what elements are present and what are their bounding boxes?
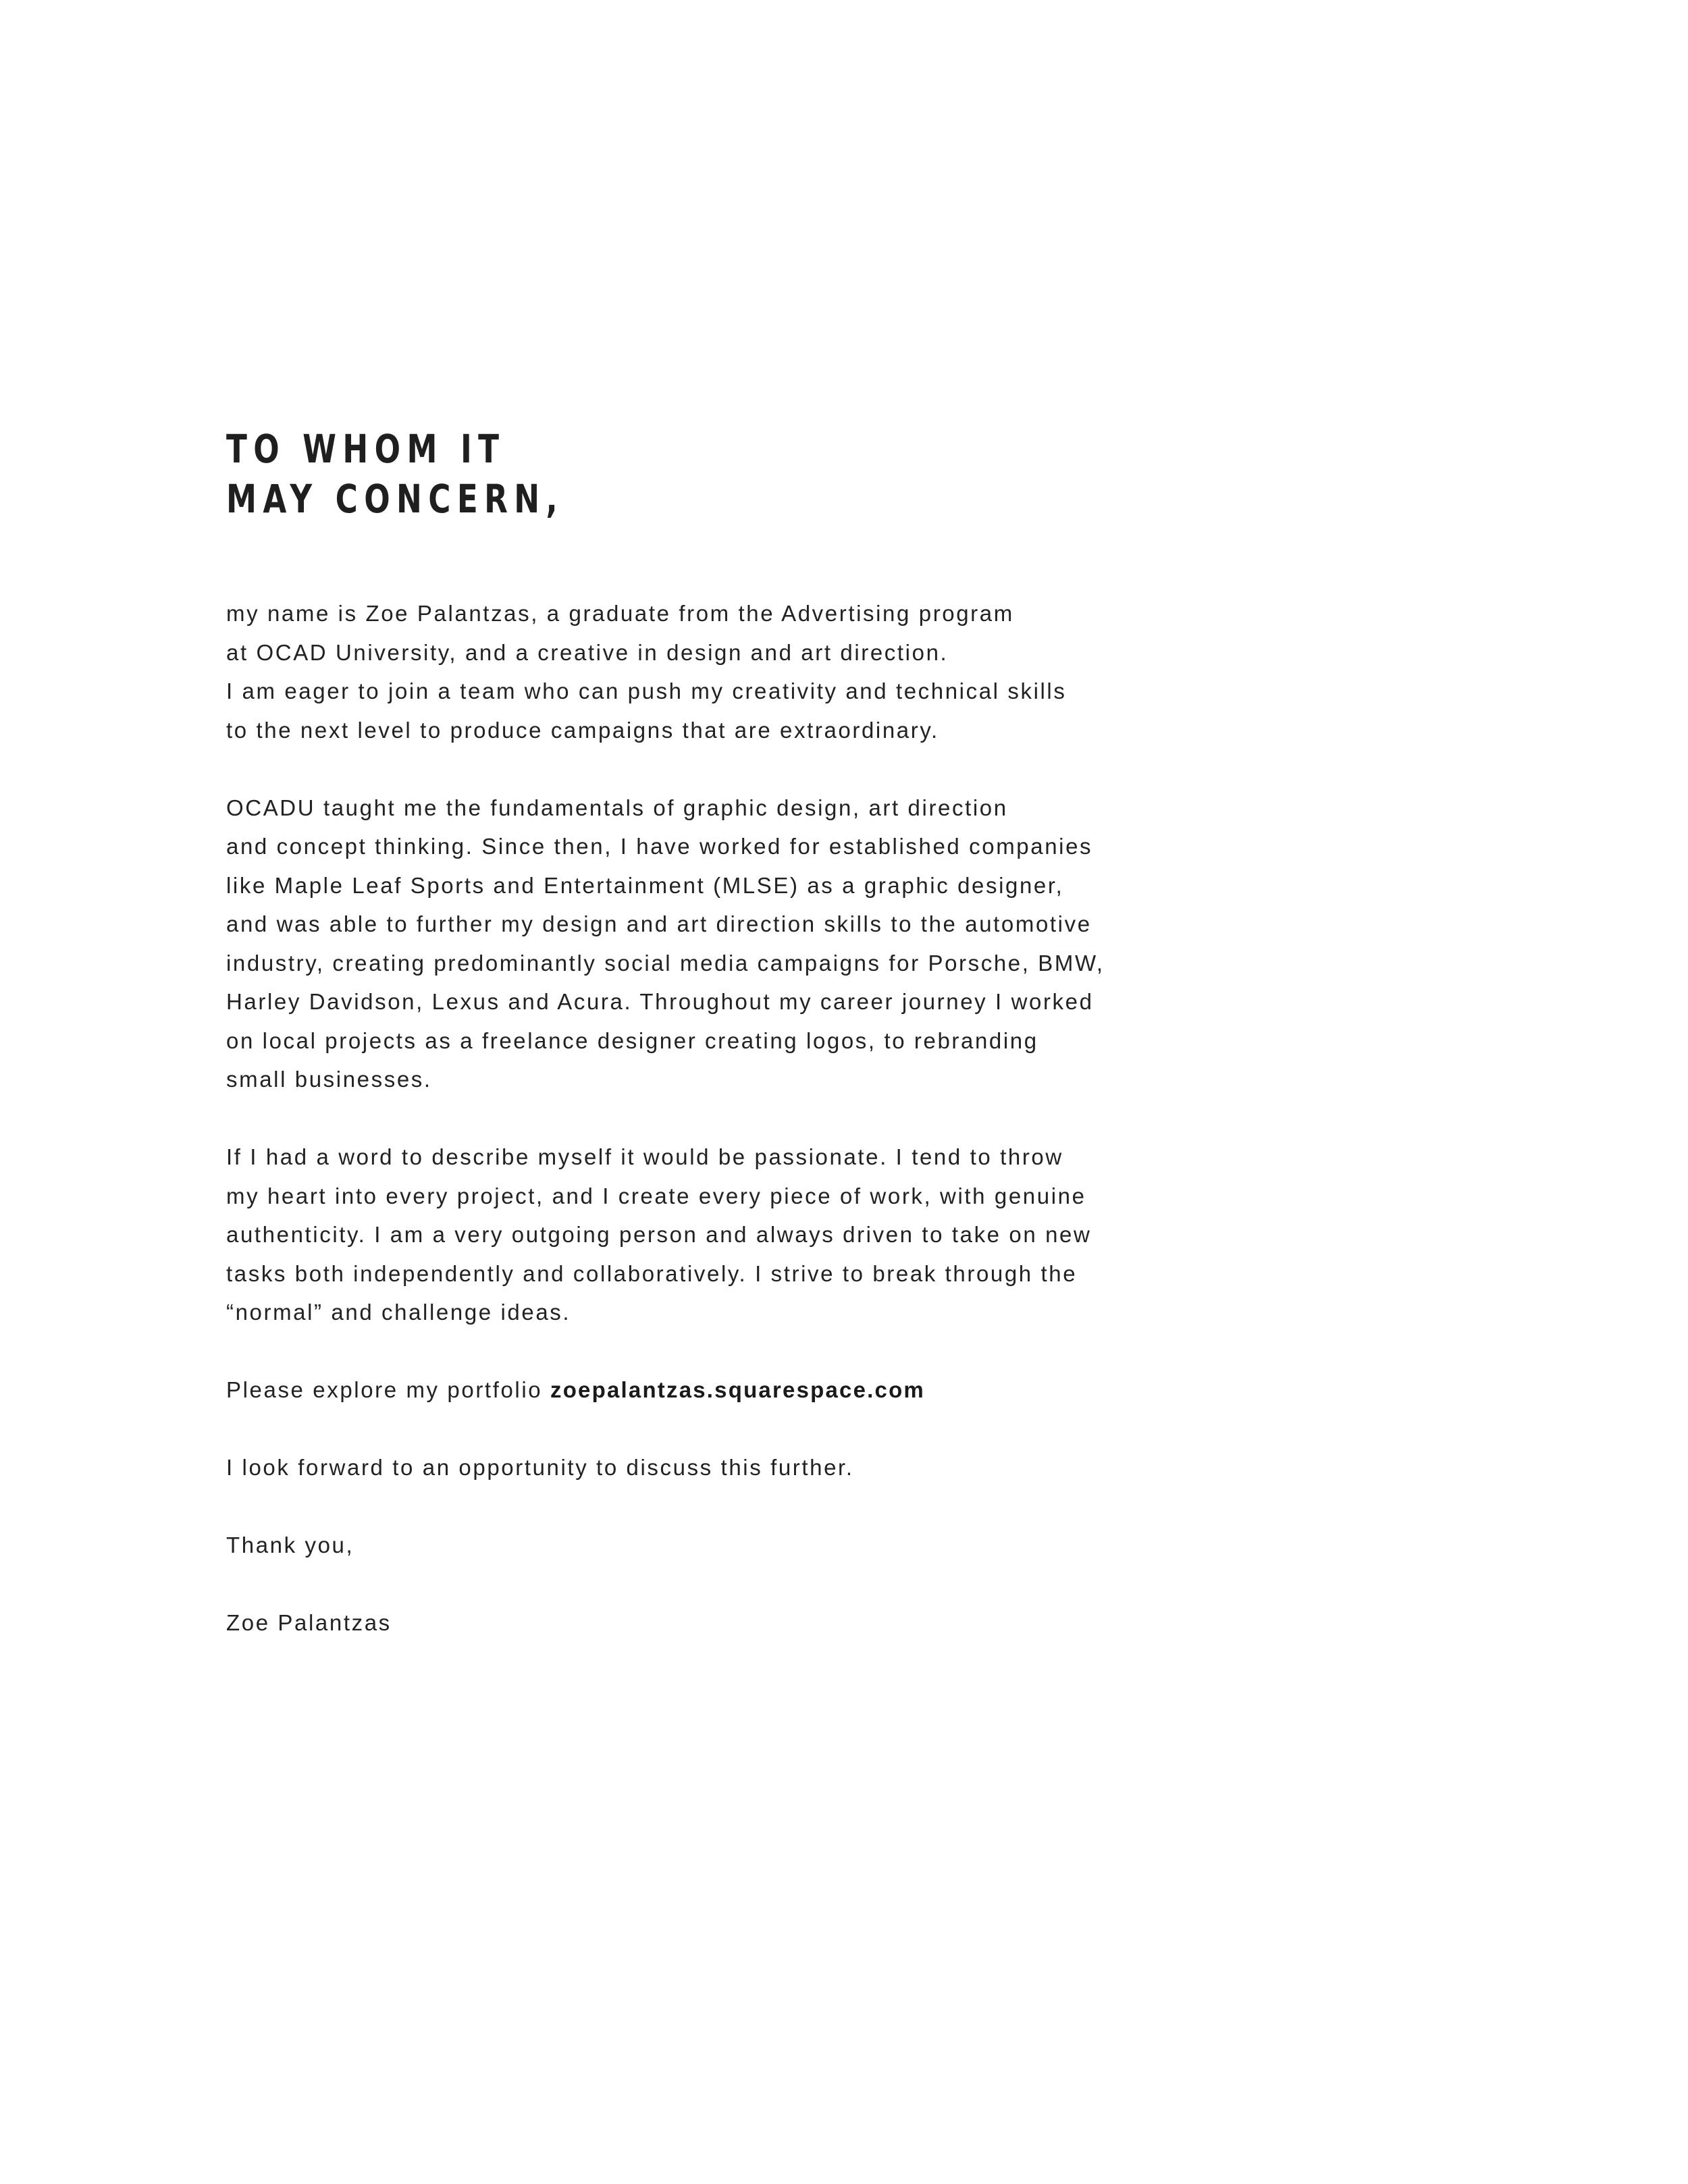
heading-line-2: MAY CONCERN, [226, 476, 564, 522]
closing-line: I look forward to an opportunity to discuss this further. [226, 1455, 854, 1480]
paragraph-line: tasks both independently and collaboratively. I strive to break through the [226, 1260, 1078, 1286]
paragraph-closing [226, 1448, 1205, 1487]
paragraph-line: my name is Zoe Palantzas, a graduate from the Advertising program [226, 601, 1014, 626]
paragraph-line: and concept thinking. Since then, I have worked for established companies [226, 834, 1093, 859]
paragraph-line: If I had a word to describe myself it would be passionate. I tend to throw [226, 1144, 1063, 1169]
portfolio-text: Please explore my portfolio [226, 1377, 550, 1402]
paragraph-portfolio [226, 1370, 1205, 1410]
paragraph-line: industry, creating predominantly social media campaigns for Porsche, BMW, [226, 950, 1105, 976]
sign-off: Thank you, [226, 1533, 354, 1557]
portfolio-line [226, 1370, 1205, 1410]
paragraph-signature [226, 1603, 1205, 1643]
portfolio-link[interactable]: zoepalantzas.squarespace.com [550, 1377, 925, 1402]
paragraph-line: and was able to further my design and art direction skills to the automotive [226, 911, 1092, 936]
paragraph-line: I am eager to join a team who can push my creativity and technical skills [226, 678, 1067, 703]
paragraph-line: OCADU taught me the fundamentals of graphic design, art direction [226, 795, 1008, 820]
paragraph-sign-off [226, 1526, 1205, 1565]
heading-line-1: TO WHOM IT [226, 426, 506, 472]
letter-heading [226, 424, 564, 524]
paragraph-line: to the next level to produce campaigns that are extraordinary. [226, 717, 939, 743]
paragraph-line: on local projects as a freelance designer creating logos, to rebranding [226, 1028, 1038, 1053]
paragraph-line: Harley Davidson, Lexus and Acura. Throughout my career journey I worked [226, 989, 1094, 1014]
paragraph-line: my heart into every project, and I create every piece of work, with genuine [226, 1183, 1086, 1208]
paragraph-line: at OCAD University, and a creative in design and art direction. [226, 639, 949, 665]
paragraph-line: “normal” and challenge ideas. [226, 1300, 571, 1325]
letter-body [226, 594, 1205, 1681]
paragraph-line: small businesses. [226, 1067, 432, 1092]
paragraph-line: like Maple Leaf Sports and Entertainment (MLSE) as a graphic designer, [226, 872, 1064, 898]
paragraph-line: authenticity. I am a very outgoing person and always driven to take on new [226, 1222, 1092, 1247]
paragraph-experience [226, 789, 1205, 1099]
paragraph-personality [226, 1138, 1205, 1332]
signature: Zoe Palantzas [226, 1610, 392, 1635]
paragraph-intro [226, 594, 1205, 749]
